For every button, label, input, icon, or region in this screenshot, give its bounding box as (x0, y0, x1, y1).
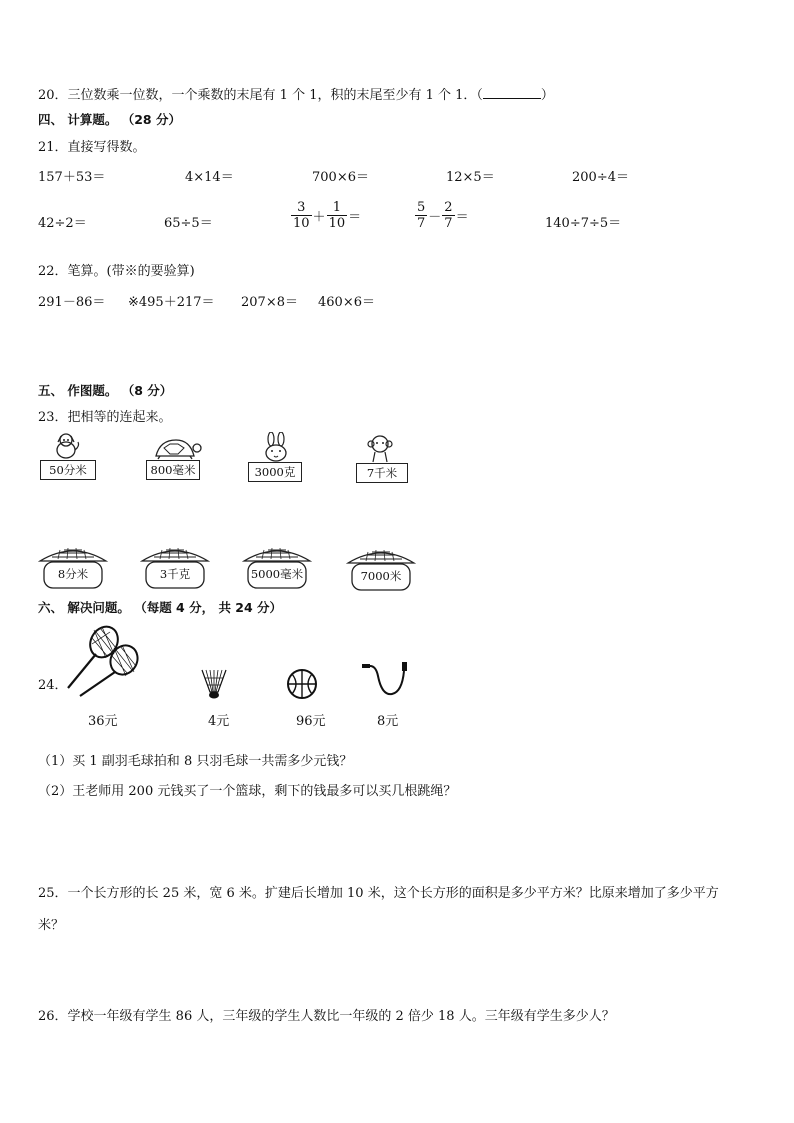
calc-item: 12×5＝ (446, 170, 495, 185)
denominator: 7 (444, 216, 453, 231)
question-20-close: ） (540, 88, 554, 103)
fraction (442, 200, 454, 231)
house-label: 5000毫米 (250, 567, 304, 581)
section-5-title: 五、 作图题。 （8 分） (38, 383, 173, 398)
equals-sign: ＝ (455, 210, 469, 225)
question-23-label: 23．把相等的连起来。 (38, 410, 172, 425)
numerator: 1 (327, 200, 348, 216)
badminton-racket-icon (62, 624, 142, 702)
house-box[interactable] (140, 545, 210, 589)
jump-rope-price: 8元 (377, 714, 399, 729)
numerator: 2 (444, 200, 453, 215)
fraction (291, 200, 312, 231)
question-25-line-1: 25．一个长方形的长 25 米，宽 6 米。扩建后长增加 10 米，这个长方形的面积是多少平方米？比原来增加了多少平方 (38, 886, 719, 901)
written-calc-item: 291－86＝ (38, 295, 106, 310)
calc-item: 140÷7÷5＝ (545, 216, 622, 231)
basketball-price: 96元 (296, 714, 326, 729)
rabbit-icon (262, 432, 290, 466)
house-label: 8分米 (57, 567, 89, 581)
written-calc-item: ※495＋217＝ (128, 295, 215, 310)
length-sign[interactable]: 7千米 (356, 463, 408, 483)
shuttlecock-icon (198, 666, 230, 704)
equals-sign: ＝ (348, 210, 362, 225)
calc-item: 65÷5＝ (164, 216, 213, 231)
fraction-expression-2 (414, 200, 469, 231)
calc-item: 157＋53＝ (38, 170, 106, 185)
written-calc-item: 207×8＝ (241, 295, 298, 310)
question-22-label: 22．笔算。(带※的要验算) (38, 264, 195, 279)
denominator: 7 (417, 216, 426, 231)
calc-item: 200÷4＝ (572, 170, 629, 185)
shuttlecock-price: 4元 (208, 714, 230, 729)
question-25-line-2: 米？ (38, 918, 65, 933)
section-6-title: 六、 解决问题。 （每题 4 分， 共 24 分） (38, 600, 283, 615)
racket-price: 36元 (88, 714, 118, 729)
house-label: 3千克 (159, 567, 191, 581)
house-box[interactable] (242, 545, 312, 589)
house-box[interactable] (38, 545, 108, 589)
denominator: 10 (328, 216, 346, 231)
calc-item: 4×14＝ (185, 170, 234, 185)
answer-blank[interactable] (483, 86, 541, 99)
length-sign[interactable]: 800毫米 (146, 460, 200, 480)
basketball-icon (286, 668, 318, 704)
question-26: 26．学校一年级有学生 86 人，三年级的学生人数比一年级的 2 倍少 18 人。三年级有学生多少人？ (38, 1009, 615, 1024)
length-sign[interactable]: 50分米 (40, 460, 96, 480)
fraction-expression-1 (290, 200, 361, 231)
operator: ＋ (312, 210, 326, 225)
numerator: 3 (291, 200, 312, 216)
calc-item: 700×6＝ (312, 170, 369, 185)
written-calc-item: 460×6＝ (318, 295, 375, 310)
house-box[interactable] (346, 547, 416, 591)
weight-sign[interactable]: 3000克 (248, 462, 302, 482)
question-20-text: 20．三位数乘一位数，一个乘数的末尾有 1 个 1，积的末尾至少有 1 个 1．（ (38, 88, 483, 103)
numerator: 5 (417, 200, 426, 215)
fraction (327, 200, 348, 231)
question-24-sub-2: （2）王老师用 200 元钱买了一个篮球，剩下的钱最多可以买几根跳绳？ (38, 784, 457, 799)
fraction (415, 200, 427, 231)
denominator: 10 (293, 216, 310, 231)
section-4-title: 四、 计算题。 （28 分） (38, 112, 181, 127)
question-21-label: 21．直接写得数。 (38, 140, 146, 155)
calc-item: 42÷2＝ (38, 216, 87, 231)
operator: － (428, 210, 442, 225)
question-24-sub-1: （1）买 1 副羽毛球拍和 8 只羽毛球一共需多少元钱？ (38, 754, 353, 769)
question-20 (38, 84, 554, 103)
jump-rope-icon (362, 660, 414, 708)
house-label: 7000米 (360, 569, 402, 583)
question-24-label: 24． (38, 678, 68, 693)
